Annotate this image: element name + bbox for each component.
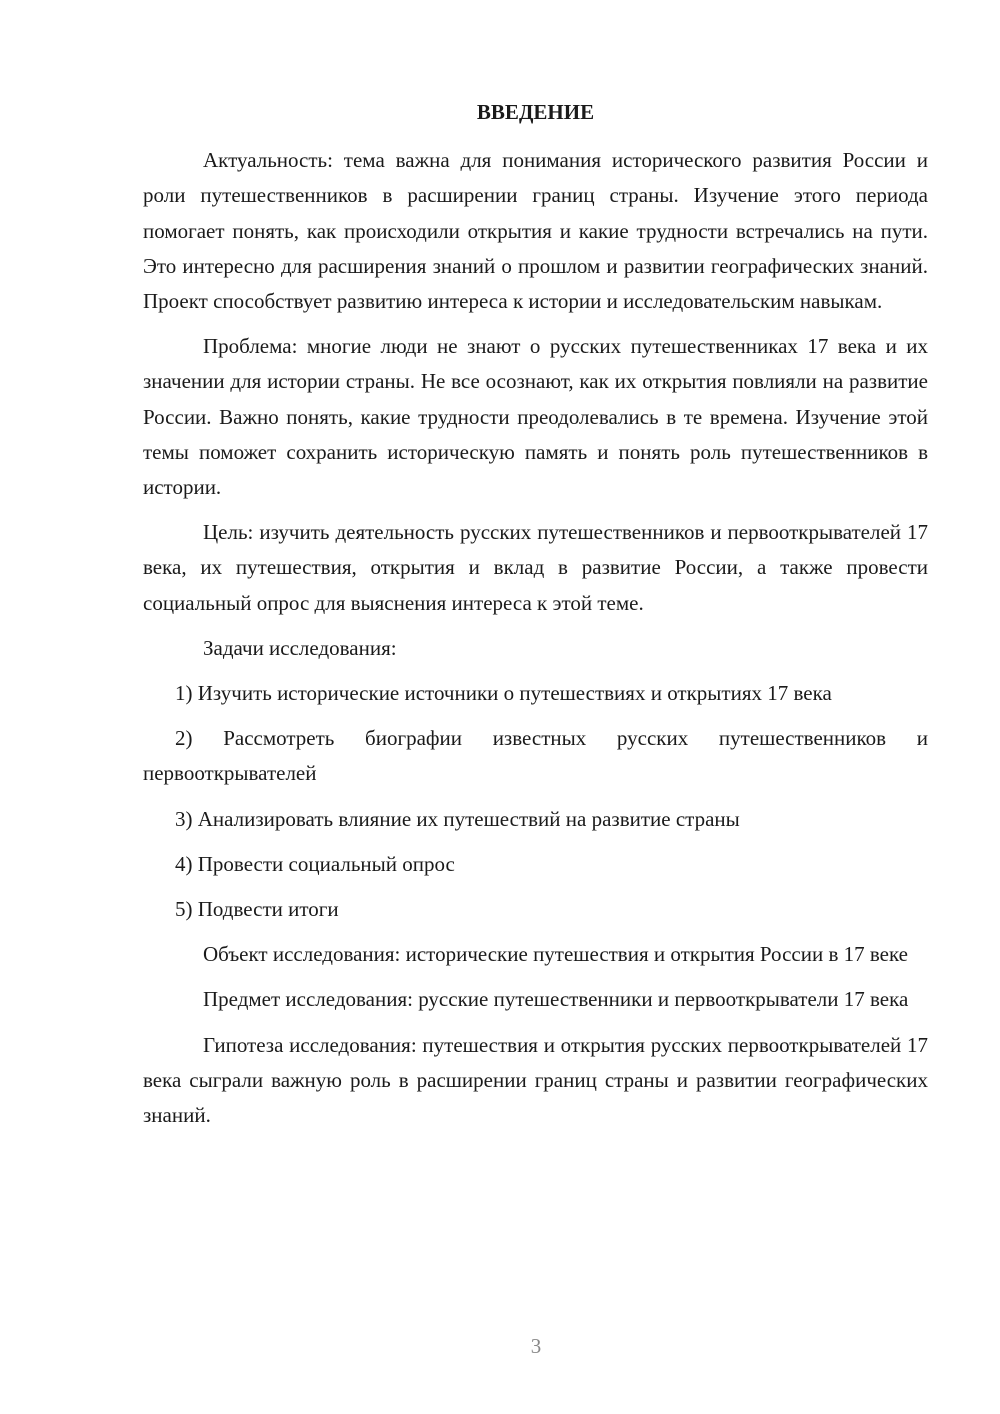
task-item-5: 5) Подвести итоги (175, 897, 339, 922)
problem-paragraph: Проблема: многие люди не знают о русских путешественниках 17 века и их значении для истории страны. Не все осознают, как их открытия повлияли на развитие России. Важно понять, какие трудности преодолевались в те времена. Изучение этой темы поможет сохранить историческую память и понять роль путешественников в истории. (143, 334, 928, 500)
tasks-heading: Задачи исследования: (203, 635, 397, 660)
relevance-paragraph: Актуальность: тема важна для понимания исторического развития России и роли путешественников в расширении границ страны. Изучение этого периода помогает понять, как происходили открытия и какие трудности встречались на пути. Это интересно для расширения знаний о прошлом и развитии географических знаний. Проект способствует развитию интереса к истории и исследовательским навыкам. (143, 148, 928, 314)
document-body (143, 95, 928, 1143)
object-paragraph: Объект исследования: исторические путешествия и открытия России в 17 веке (203, 942, 908, 967)
hypothesis-paragraph: Гипотеза исследования: путешествия и открытия русских первооткрывателей 17 века сыграли важную роль в расширении границ страны и развитии географических знаний. (143, 1032, 928, 1128)
page-number: 3 (530, 1334, 542, 1358)
task-item-1: 1) Изучить исторические источники о путешествиях и открытиях 17 века (175, 681, 832, 706)
task-item-2: 2) Рассмотреть биографии известных русских путешественников и первооткрывателей (143, 726, 928, 786)
task-item-3: 3) Анализировать влияние их путешествий на развитие страны (175, 806, 740, 831)
section-title: ВВЕДЕНИЕ (476, 100, 595, 124)
task-item-4: 4) Провести социальный опрос (175, 851, 455, 876)
goal-paragraph: Цель: изучить деятельность русских путешественников и первооткрывателей 17 века, их путешествия, открытия и вклад в развитие России, а также провести социальный опрос для выяснения интереса к этой теме. (143, 520, 928, 615)
subject-paragraph: Предмет исследования: русские путешественники и первооткрыватели 17 века (203, 987, 909, 1012)
